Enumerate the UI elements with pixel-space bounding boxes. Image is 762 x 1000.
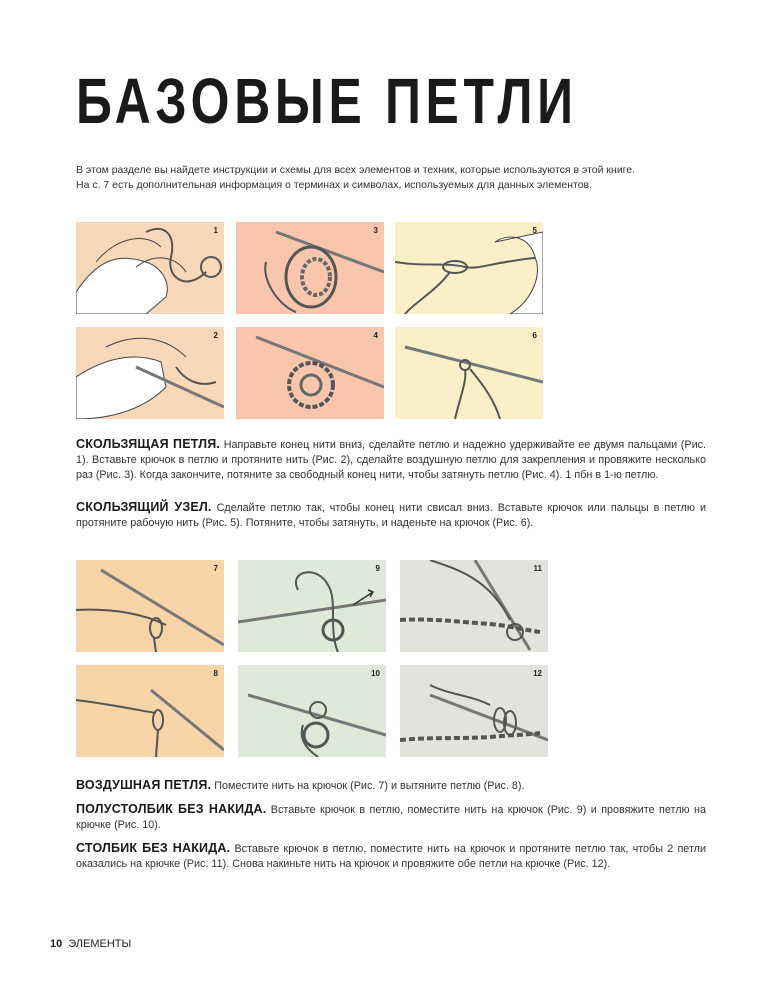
figure-7 xyxy=(76,560,224,652)
figure-1 xyxy=(76,222,224,314)
crochet-ring-illustration xyxy=(236,222,384,314)
figure-number: 2 xyxy=(213,331,218,340)
section-slip-stitch xyxy=(76,802,706,833)
single-crochet-yarn-over-illustration xyxy=(400,560,548,652)
section-heading: ПОЛУСТОЛБИК БЕЗ НАКИДА. xyxy=(76,802,267,816)
tightened-ring-illustration xyxy=(236,327,384,419)
intro-text xyxy=(76,163,716,193)
section-text: Сделайте петлю так, чтобы конец нити свисал вниз. Вставьте крючок или пальцы в петлю и протяните рабочую нить (Рис. 5). Потяните, чтобы затянуть, и наденьте на крючок (Рис. 6). xyxy=(76,502,706,529)
figure-9 xyxy=(238,560,386,652)
figure-2 xyxy=(76,327,224,419)
section-text: Вставьте крючок в петлю, поместите нить на крючок и протяните петлю так, чтобы 2 петли оказались на крючке (Рис. 11). Снова накиньте нить на крючок и провяжите обе петли на крючке (Рис. 12). xyxy=(76,843,706,870)
section-text: Вставьте крючок в петлю, поместите нить на крючок (Рис. 9) и провяжите петлю на крючке (Рис. 10). xyxy=(76,804,706,831)
page-number: 10 xyxy=(50,938,63,950)
section-slip-knot xyxy=(76,500,706,531)
intro-line-2: На с. 7 есть дополнительная информация о терминах и символах, используемых для данных элементов. xyxy=(76,179,593,191)
figure-number: 7 xyxy=(213,564,218,573)
footer-section-label: ЭЛЕМЕНТЫ xyxy=(68,938,132,950)
section-chain xyxy=(76,778,706,794)
section-text: Направьте конец нити вниз, сделайте петлю и надежно удерживайте ее двумя пальцами (Рис. 1). Вставьте крючок в петлю и протяните нить (Рис. 2), сделайте воздушную петлю для закрепления и провяжите несколько раз (Рис. 3). Когда закончите, потяните за свободный конец нити, чтобы затянуть петлю (Рис. 4). 1 пбн в 1-ю петлю. xyxy=(76,439,706,481)
figure-number: 8 xyxy=(213,669,218,678)
figure-6 xyxy=(395,327,543,419)
chain-pull-through-illustration xyxy=(76,665,224,757)
figure-number: 3 xyxy=(373,226,378,235)
figure-number: 4 xyxy=(373,331,378,340)
figure-5 xyxy=(395,222,543,314)
figure-number: 10 xyxy=(371,669,380,678)
slip-knot-fingers-illustration xyxy=(395,222,543,314)
figure-number: 6 xyxy=(532,331,537,340)
figure-number: 5 xyxy=(532,226,537,235)
figure-number: 9 xyxy=(375,564,380,573)
chain-yarn-over-illustration xyxy=(76,560,224,652)
slip-stitch-complete-illustration xyxy=(238,665,386,757)
section-single-crochet xyxy=(76,841,706,872)
slip-stitch-hook-illustration xyxy=(238,560,386,652)
hand-loop-illustration xyxy=(76,222,224,314)
hook-through-loop-illustration xyxy=(76,327,224,419)
section-slip-loop xyxy=(76,437,706,483)
figure-number: 11 xyxy=(533,564,542,573)
figure-3 xyxy=(236,222,384,314)
section-heading: ВОЗДУШНАЯ ПЕТЛЯ. xyxy=(76,778,212,792)
page-footer xyxy=(50,938,131,950)
page-title: БАЗОВЫЕ ПЕТЛИ xyxy=(76,65,578,137)
knot-on-hook-illustration xyxy=(395,327,543,419)
figure-number: 12 xyxy=(533,669,542,678)
figure-11 xyxy=(400,560,548,652)
section-heading: СТОЛБИК БЕЗ НАКИДА. xyxy=(76,841,231,855)
intro-line-1: В этом разделе вы найдете инструкции и схемы для всех элементов и техник, которые используются в этой книге. xyxy=(76,164,636,176)
figure-number: 1 xyxy=(213,226,218,235)
section-text: Поместите нить на крючок (Рис. 7) и вытяните петлю (Рис. 8). xyxy=(211,780,525,792)
section-heading: СКОЛЬЗЯЩИЙ УЗЕЛ. xyxy=(76,500,212,514)
figure-8 xyxy=(76,665,224,757)
section-heading: СКОЛЬЗЯЩАЯ ПЕТЛЯ. xyxy=(76,437,221,451)
single-crochet-complete-illustration xyxy=(400,665,548,757)
figure-4 xyxy=(236,327,384,419)
figure-10 xyxy=(238,665,386,757)
figure-12 xyxy=(400,665,548,757)
